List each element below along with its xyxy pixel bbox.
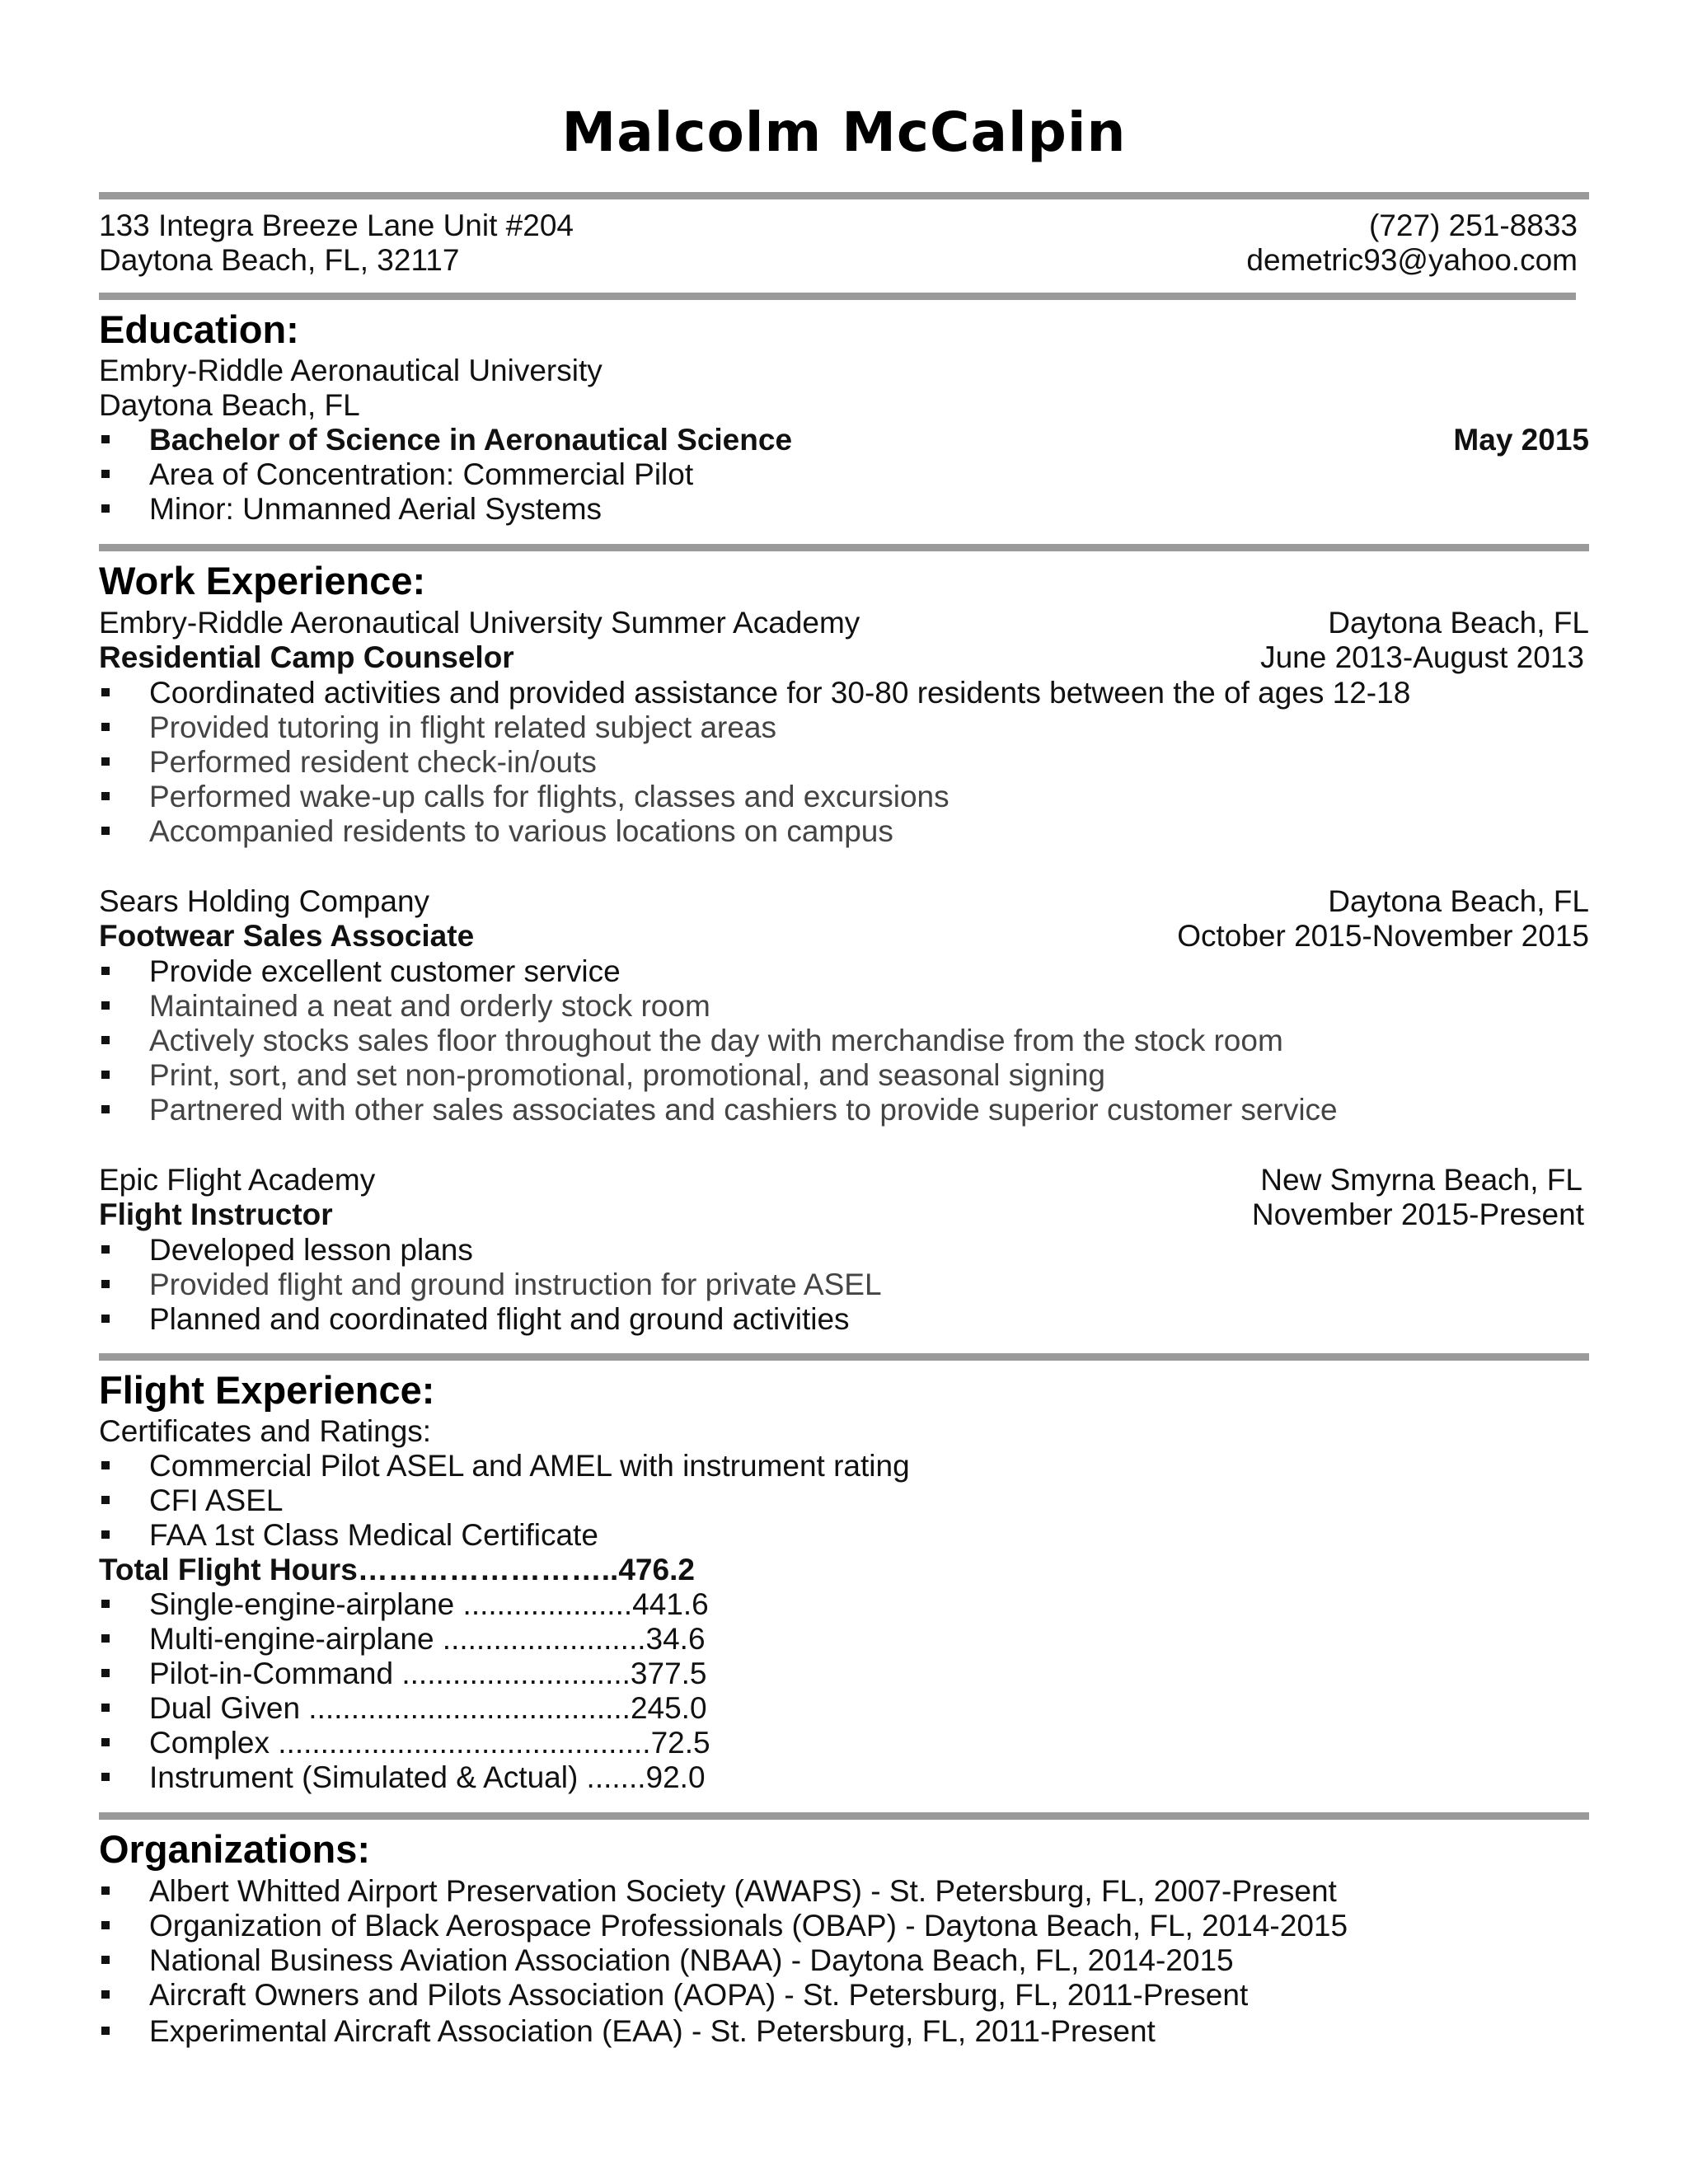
organization-item: National Business Aviation Association (NBAA) - Daytona Beach, FL, 2014-2015 — [149, 1943, 1234, 1977]
list-item — [99, 1267, 1582, 1303]
hours-item: Instrument (Simulated & Actual) .......92.0 — [149, 1760, 706, 1794]
organization-item: Aircraft Owners and Pilots Association (AOPA) - St. Petersburg, FL, 2011-Present — [149, 1978, 1249, 2012]
bullet-icon — [101, 470, 110, 478]
bullet-icon — [101, 435, 110, 443]
job-bullet: Provided tutoring in flight related subject areas — [149, 710, 776, 744]
list-item — [99, 1943, 1582, 1979]
list-item — [99, 744, 1582, 780]
divider — [99, 544, 1589, 551]
bullet-icon — [101, 1280, 110, 1288]
bullet-icon — [101, 1704, 110, 1712]
list-item — [99, 1908, 1582, 1944]
bullet-icon — [101, 1496, 110, 1504]
bullet-icon — [101, 1245, 110, 1254]
job-location: Daytona Beach, FL — [1328, 884, 1589, 918]
bullet-icon — [101, 1600, 110, 1608]
candidate-name: Malcolm McCalpin — [561, 101, 1127, 164]
bullet-icon — [101, 688, 110, 696]
job-title: Footwear Sales Associate — [99, 919, 475, 953]
contact-row-2 — [99, 242, 1589, 279]
education-heading: Education: — [99, 307, 299, 351]
job-bullet: Provide excellent customer service — [149, 954, 621, 988]
flight-heading: Flight Experience: — [99, 1368, 435, 1412]
job-bullet: Performed resident check-in/outs — [149, 745, 597, 779]
divider — [99, 293, 1576, 300]
employer: Epic Flight Academy — [99, 1163, 376, 1197]
bullet-icon — [101, 1990, 110, 1999]
list-item — [99, 1690, 1582, 1727]
divider — [99, 192, 1589, 199]
list-item — [99, 1656, 1582, 1692]
list-item — [99, 1517, 1582, 1554]
job-employer-row — [99, 605, 1589, 641]
job-employer-row — [99, 883, 1589, 920]
bullet-icon — [101, 1956, 110, 1964]
list-item — [99, 954, 1582, 990]
employer: Embry-Riddle Aeronautical University Summer Academy — [99, 606, 860, 640]
school-name: Embry-Riddle Aeronautical University — [99, 354, 603, 387]
contact-row-1 — [99, 208, 1589, 244]
bullet-icon — [101, 827, 110, 835]
list-item — [99, 1483, 1582, 1519]
divider — [99, 1353, 1589, 1361]
cert-item: Commercial Pilot ASEL and AMEL with instrument rating — [149, 1449, 910, 1483]
work-heading: Work Experience: — [99, 559, 426, 602]
list-item — [99, 1232, 1582, 1268]
bullet-icon — [101, 1105, 110, 1113]
bullet-icon — [101, 504, 110, 513]
degree: Bachelor of Science in Aeronautical Science — [149, 423, 793, 457]
hours-item: Dual Given ......................................245.0 — [149, 1691, 707, 1725]
bullet-icon — [101, 1634, 110, 1643]
list-item — [99, 1586, 1582, 1623]
job-title-row — [99, 640, 1589, 676]
job-bullet: Developed lesson plans — [149, 1233, 473, 1267]
concentration: Area of Concentration: Commercial Pilot — [149, 457, 694, 491]
list-item — [99, 1448, 1582, 1484]
education-location-row — [99, 387, 1589, 424]
bullet-icon — [101, 1669, 110, 1677]
job-dates: October 2015-November 2015 — [1177, 919, 1589, 953]
list-item — [99, 1873, 1582, 1910]
organizations-heading: Organizations: — [99, 1827, 371, 1871]
bullet-icon — [101, 1315, 110, 1323]
list-item — [99, 1725, 1582, 1761]
job-title-row — [99, 1197, 1589, 1233]
list-item — [99, 1760, 1582, 1796]
bullet-icon — [101, 1461, 110, 1469]
bullet-icon — [101, 723, 110, 731]
school-location: Daytona Beach, FL — [99, 388, 360, 422]
hours-item: Pilot-in-Command ...........................377.5 — [149, 1657, 707, 1690]
job-bullet: Planned and coordinated flight and ground activities — [149, 1302, 850, 1336]
bullet-icon — [101, 1886, 110, 1895]
list-item — [99, 1092, 1582, 1128]
job-bullet: Actively stocks sales floor throughout the day with merchandise from the stock room — [149, 1024, 1283, 1057]
total-flight-hours: Total Flight Hours……………………..476.2 — [99, 1553, 695, 1586]
job-location: Daytona Beach, FL — [1328, 606, 1589, 640]
list-item — [99, 2013, 1582, 2050]
job-employer-row — [99, 1162, 1589, 1198]
bullet-icon — [101, 967, 110, 975]
hours-item: Multi-engine-airplane ........................34.6 — [149, 1622, 706, 1656]
hours-item: Complex ............................................72.5 — [149, 1726, 710, 1760]
list-item — [99, 1301, 1582, 1338]
address-line-1: 133 Integra Breeze Lane Unit #204 — [99, 209, 574, 242]
job-bullet: Print, sort, and set non-promotional, promotional, and seasonal signing — [149, 1058, 1106, 1092]
job-bullet: Coordinated activities and provided assistance for 30-80 residents between the of ages 12-18 — [149, 676, 1411, 710]
bullet-icon — [101, 792, 110, 800]
organization-item: Albert Whitted Airport Preservation Society (AWAPS) - St. Petersburg, FL, 2007-Present — [149, 1874, 1337, 1908]
cert-item: CFI ASEL — [149, 1483, 284, 1517]
list-item — [99, 710, 1582, 746]
list-item — [99, 1977, 1582, 2013]
divider — [99, 1812, 1589, 1820]
list-item — [99, 1621, 1582, 1657]
list-item — [99, 675, 1582, 711]
employer: Sears Holding Company — [99, 884, 430, 918]
education-school-row — [99, 353, 1589, 389]
phone: (727) 251-8833 — [1368, 209, 1578, 242]
bullet-icon — [101, 1071, 110, 1079]
list-item — [99, 779, 1582, 815]
job-bullet: Provided flight and ground instruction for private ASEL — [149, 1268, 882, 1301]
certs-label-row — [99, 1413, 1589, 1450]
bullet-icon — [101, 1036, 110, 1044]
list-item — [99, 491, 1582, 527]
address-line-2: Daytona Beach, FL, 32117 — [99, 243, 460, 277]
list-item — [99, 813, 1582, 850]
organization-item: Organization of Black Aerospace Professionals (OBAP) - Daytona Beach, FL, 2014-2015 — [149, 1909, 1348, 1943]
job-title: Residential Camp Counselor — [99, 640, 514, 674]
certs-label: Certificates and Ratings: — [99, 1414, 432, 1448]
cert-item: FAA 1st Class Medical Certificate — [149, 1518, 598, 1552]
job-bullet: Maintained a neat and orderly stock room — [149, 989, 710, 1023]
list-item — [99, 422, 1589, 458]
hours-item: Single-engine-airplane ....................441.6 — [149, 1587, 709, 1621]
job-bullet: Accompanied residents to various locations on campus — [149, 814, 893, 848]
email: demetric93@yahoo.com — [1246, 243, 1578, 277]
bullet-icon — [101, 1921, 110, 1929]
minor: Minor: Unmanned Aerial Systems — [149, 492, 603, 526]
job-dates: November 2015-Present — [1251, 1197, 1584, 1231]
bullet-icon — [101, 1773, 110, 1781]
list-item — [99, 457, 1582, 493]
bullet-icon — [101, 2027, 110, 2035]
list-item — [99, 988, 1582, 1024]
job-location: New Smyrna Beach, FL — [1260, 1163, 1582, 1197]
degree-date: May 2015 — [1453, 423, 1589, 457]
list-item — [99, 1057, 1582, 1094]
job-dates: June 2013-August 2013 — [1260, 640, 1584, 674]
bullet-icon — [101, 1001, 110, 1010]
job-title: Flight Instructor — [99, 1197, 333, 1231]
job-bullet: Partnered with other sales associates and cashiers to provide superior customer service — [149, 1093, 1338, 1127]
bullet-icon — [101, 1738, 110, 1746]
organization-item: Experimental Aircraft Association (EAA) - St. Petersburg, FL, 2011-Present — [149, 2014, 1156, 2048]
bullet-icon — [101, 757, 110, 766]
bullet-icon — [101, 1530, 110, 1539]
job-bullet: Performed wake-up calls for flights, classes and excursions — [149, 780, 950, 813]
job-title-row — [99, 918, 1589, 954]
list-item — [99, 1023, 1582, 1059]
